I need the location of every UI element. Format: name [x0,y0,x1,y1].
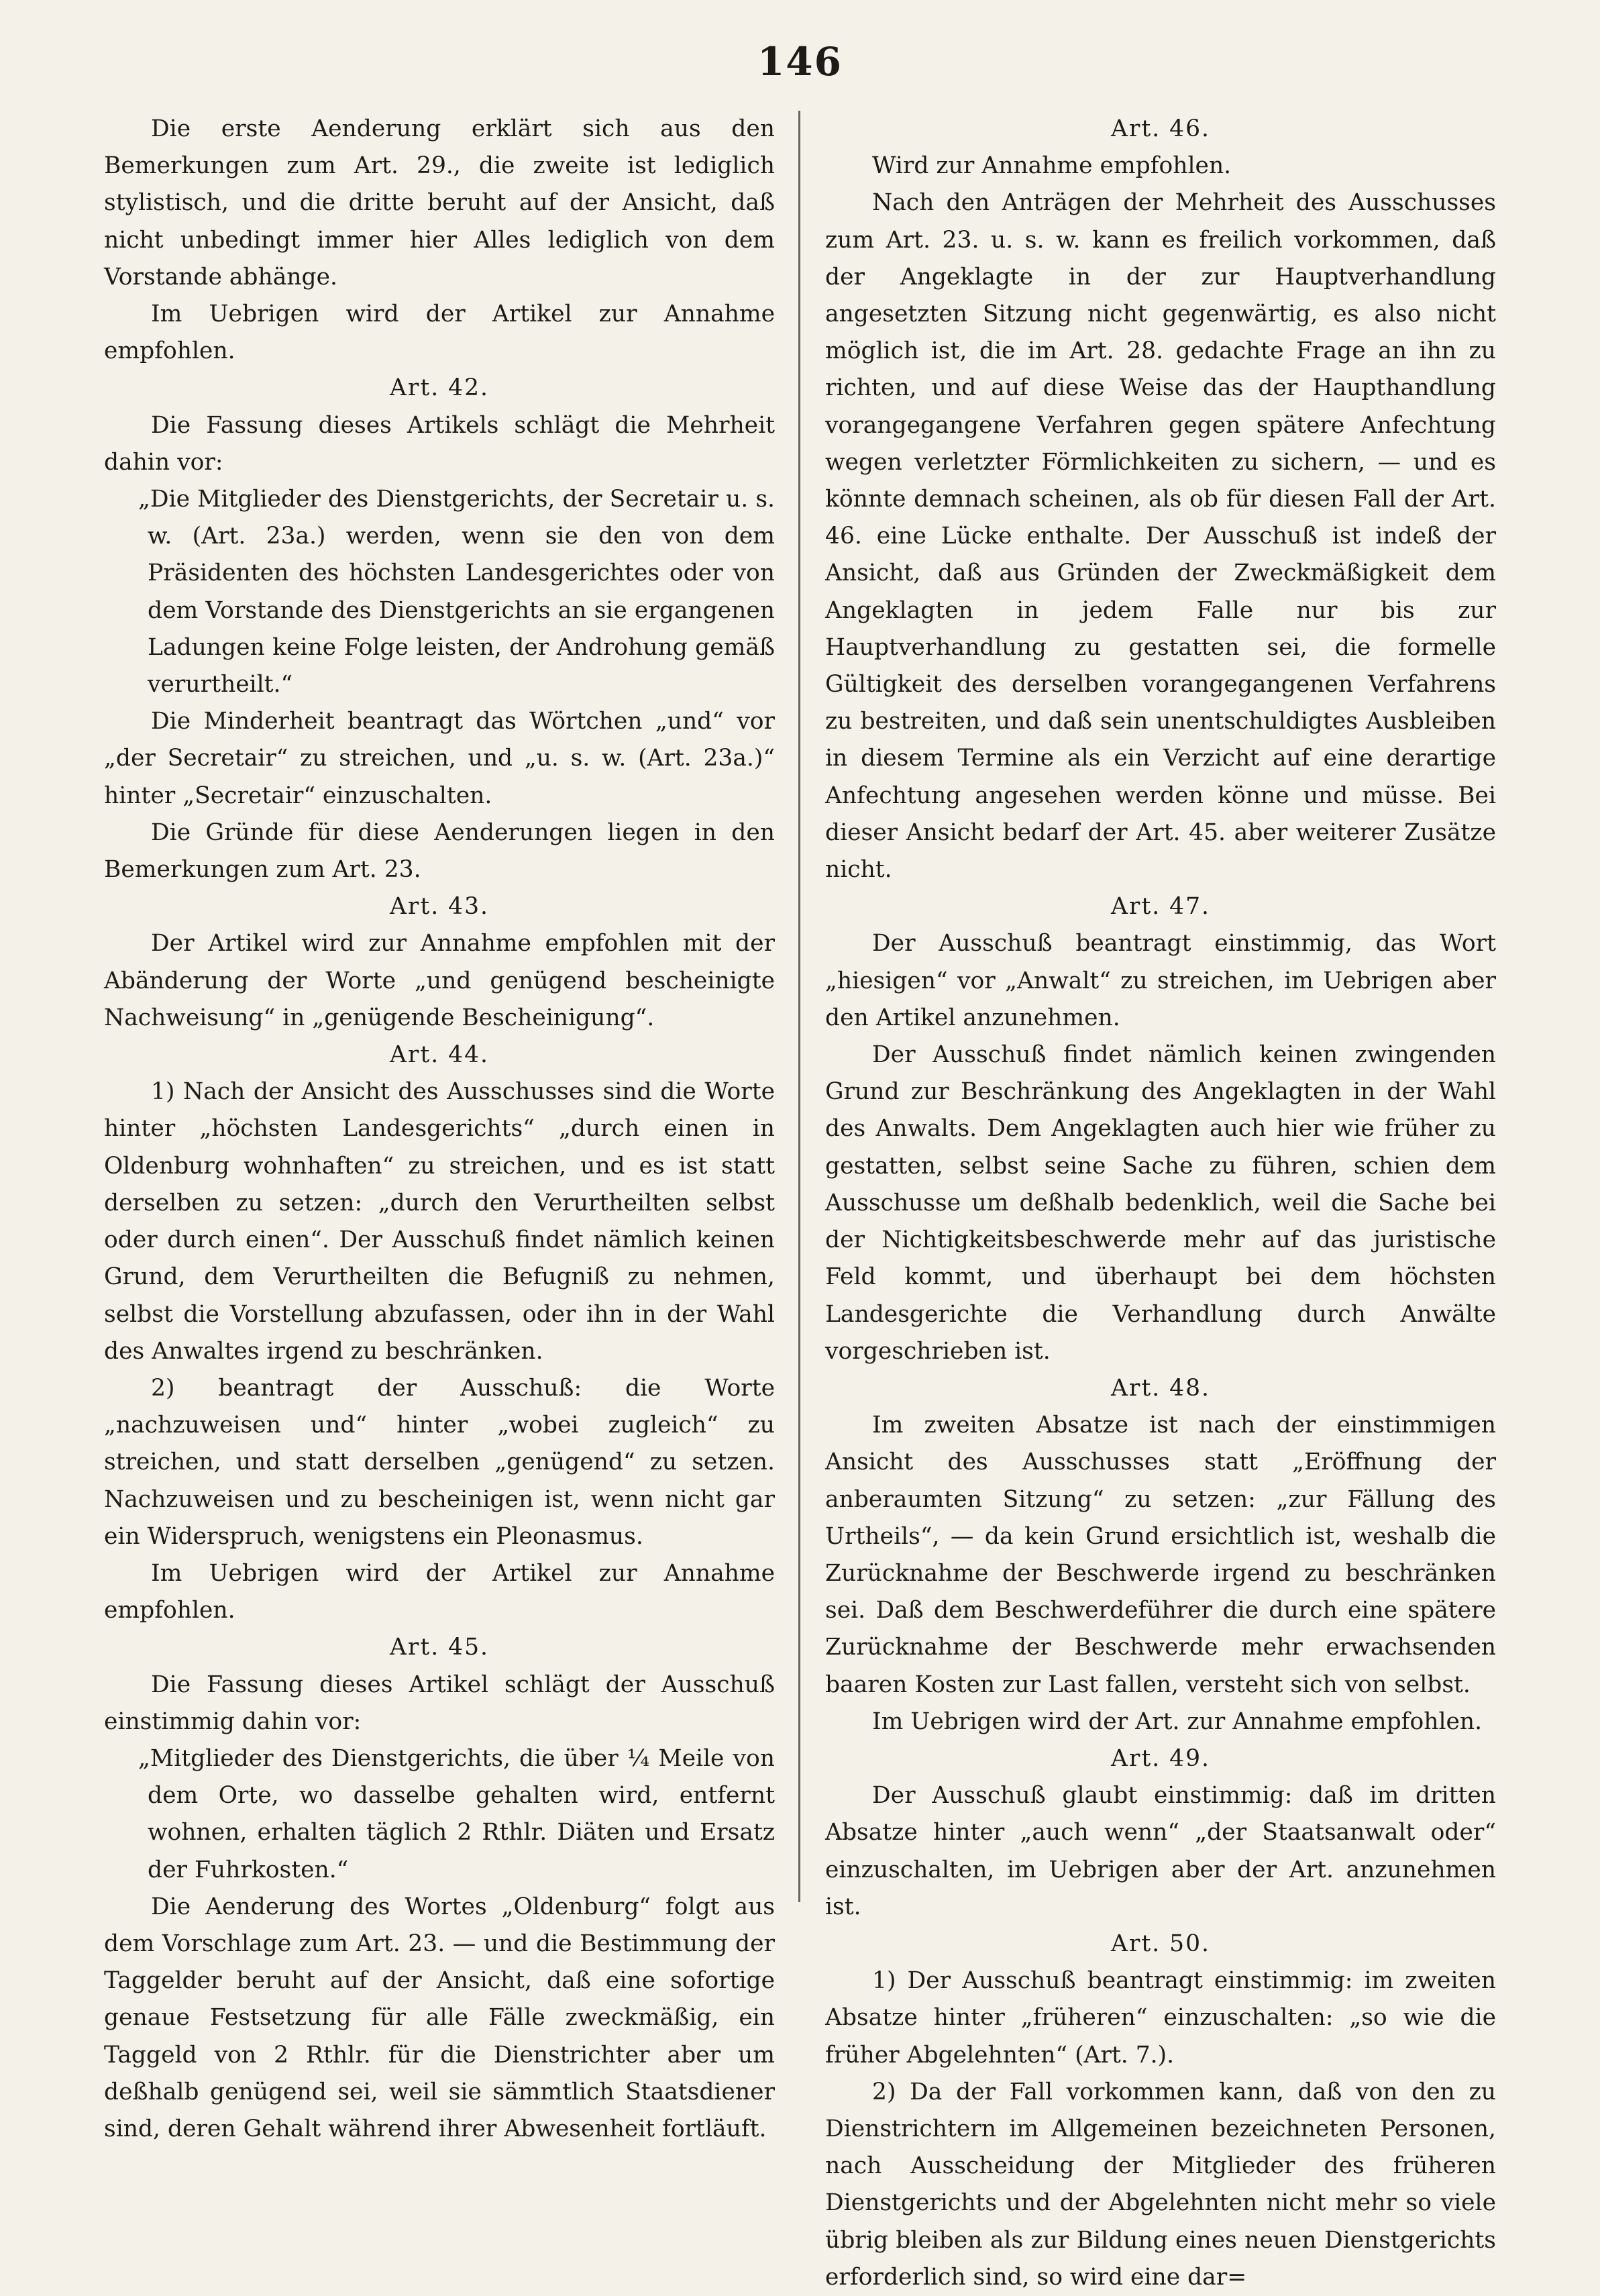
paragraph: Nach den Anträgen der Mehrheit des Ausschusses zum Art. 23. u. s. w. kann es freilich vorkommen, daß der Angeklagte in der zur Hauptverhandlung angesetzten Sitzung nicht gegenwärtig, es also nicht möglich ist, die im Art. 28. gedachte Frage an ihn zu richten, und auf diese Weise das der Haupthandlung vorangegangene Verfahren gegen spätere Anfechtung wegen verletzter Förmlichkeiten zu sichern, — und es könnte demnach scheinen, als ob für diesen Fall der Art. 46. eine Lücke enthalte. Der Ausschuß ist indeß der Ansicht, daß aus Gründen der Zweckmäßigkeit dem Angeklagten in jedem Falle nur bis zur Hauptverhandlung zu gestatten sei, die formelle Gültigkeit des derselben vorangegangenen Verfahrens zu bestreiten, und daß sein unentschuldigtes Ausbleiben in diesem Termine als ein Verzicht auf eine derartige Anfechtung angesehen werden könne und müsse. Bei dieser Ansicht bedarf der Art. 45. aber weiterer Zusätze nicht. [825,189,1496,884]
paragraph: Der Ausschuß glaubt einstimmig: daß im dritten Absatze hinter „auch wenn“ „der Staatsanwalt oder“ einzuschalten, im Uebrigen aber der Art. anzunehmen ist. [825,1782,1496,1920]
article-heading: Art. 44. [389,1041,490,1069]
article-heading: Art. 47. [1110,893,1211,921]
paragraph: Die Minderheit beantragt das Wörtchen „und“ vor „der Secretair“ zu streichen, und „u. s. w. (Art. 23a.)“ hinter „Secretair“ einzuschalten. [104,708,775,809]
paragraph: Die Fassung dieses Artikel schlägt der Ausschuß einstimmig dahin vor: [104,1671,775,1735]
paragraph: Die Gründe für diese Aenderungen liegen in den Bemerkungen zum Art. 23. [104,819,775,884]
paragraph: 2) Da der Fall vorkommen kann, daß von den zu Dienstrichtern im Allgemeinen bezeichneten Personen, nach Ausscheidung der Mitglieder des früheren Dienstgerichts und der Abgelehnten nicht mehr so viele übrig bleiben als zur Bildung eines neuen Dienstgerichts erforderlich sind, so wird eine dar= [825,2078,1496,2291]
right-column [825,111,1496,2296]
article-heading: Art. 48. [1110,1374,1211,1402]
article-heading: Art. 49. [1110,1744,1211,1772]
paragraph: Die Fassung dieses Artikels schlägt die Mehrheit dahin vor: [104,411,775,476]
paragraph: 1) Nach der Ansicht des Ausschusses sind die Worte hinter „höchsten Landesgerichts“ „durch einen in Oldenburg wohnhaften“ zu streichen, und es ist statt derselben zu setzen: „durch den Verurtheilten selbst oder durch einen“. Der Ausschuß findet nämlich keinen Grund, dem Verurtheilten die Befugniß zu nehmen, selbst die Vorstellung abzufassen, oder ihn in der Wahl des Anwaltes irgend zu beschränken. [104,1078,775,1365]
paragraph: Der Artikel wird zur Annahme empfohlen mit der Abänderung der Worte „und genügend bescheinigte Nachweisung“ in „genügende Bescheinigung“. [104,930,775,1031]
paragraph: Wird zur Annahme empfohlen. [872,152,1232,180]
article-heading: Art. 46. [1110,115,1211,142]
column-divider [798,111,800,1902]
paragraph: Im Uebrigen wird der Artikel zur Annahme empfohlen. [104,1559,775,1624]
paragraph: Die erste Aenderung erklärt sich aus den Bemerkungen zum Art. 29., die zweite ist lediglich stylistisch, und die dritte beruht auf der Ansicht, daß nicht unbedingt immer hier Alles lediglich von dem Vorstande abhänge. [104,115,775,291]
paragraph: Die Aenderung des Wortes „Oldenburg“ folgt aus dem Vorschlage zum Art. 23. — und die Bestimmung der Taggelder beruht auf der Ansicht, daß eine sofortige genaue Festsetzung für alle Fälle zweckmäßig, ein Taggeld von 2 Rthlr. für die Dienstrichter aber um deßhalb genügend sei, weil sie sämmtlich Staatsdiener sind, deren Gehalt während ihrer Abwesenheit fortläuft. [104,1893,775,2142]
page-number: 146 [757,39,843,85]
article-heading: Art. 43. [389,893,490,921]
paragraph: Im Uebrigen wird der Artikel zur Annahme empfohlen. [104,301,775,365]
paragraph: Der Ausschuß findet nämlich keinen zwingenden Grund zur Beschränkung des Angeklagten in der Wahl des Anwalts. Dem Angeklagten auch hier wie früher zu gestatten, selbst seine Sache zu führen, schien dem Ausschusse um deßhalb bedenklich, weil die Sache bei der Nichtigkeitsbeschwerde mehr auf das juristische Feld kommt, und überhaupt bei dem höchsten Landesgerichte die Verhandlung durch Anwälte vorgeschrieben ist. [825,1041,1496,1365]
paragraph: Im zweiten Absatze ist nach der einstimmigen Ansicht des Ausschusses statt „Eröffnung der anberaumten Sitzung“ zu setzen: „zur Fällung des Urtheils“, — da kein Grund ersichtlich ist, weshalb die Zurücknahme der Beschwerde irgend zu beschränken sei. Daß dem Beschwerdeführer die durch eine spätere Zurücknahme der Beschwerde mehr erwachsenden baaren Kosten zur Last fallen, versteht sich von selbst. [825,1412,1496,1698]
paragraph: 2) beantragt der Ausschuß: die Worte „nachzuweisen und“ hinter „wobei zugleich“ zu streichen, und statt derselben „genügend“ zu setzen. Nachzuweisen und zu bescheinigen ist, wenn nicht gar ein Widerspruch, wenigstens ein Pleonasmus. [104,1374,775,1550]
paragraph: Der Ausschuß beantragt einstimmig, das Wort „hiesigen“ vor „Anwalt“ zu streichen, im Uebrigen aber den Artikel anzunehmen. [825,930,1496,1031]
paragraph: 1) Der Ausschuß beantragt einstimmig: im zweiten Absatze hinter „früheren“ einzuschalten: „so wie die früher Abgelehnten“ (Art. 7.). [825,1967,1496,2069]
paragraph: Im Uebrigen wird der Art. zur Annahme empfohlen. [872,1708,1483,1735]
quoted-paragraph: „Die Mitglieder des Dienstgerichts, der Secretair u. s. w. (Art. 23a.) werden, wenn sie den von dem Präsidenten des höchsten Landesgerichtes oder von dem Vorstande des Dienstgerichts an sie ergangenen Ladungen keine Folge leisten, der Androhung gemäß verurtheilt.“ [138,486,775,698]
left-column [104,111,775,2148]
article-heading: Art. 42. [389,374,490,402]
article-heading: Art. 50. [1110,1930,1211,1957]
article-heading: Art. 45. [389,1634,490,1661]
quoted-paragraph: „Mitglieder des Dienstgerichts, die über ¼ Meile von dem Orte, wo dasselbe gehalten wird, entfernt wohnen, erhalten täglich 2 Rthlr. Diäten und Ersatz der Fuhrkosten.“ [138,1744,775,1883]
